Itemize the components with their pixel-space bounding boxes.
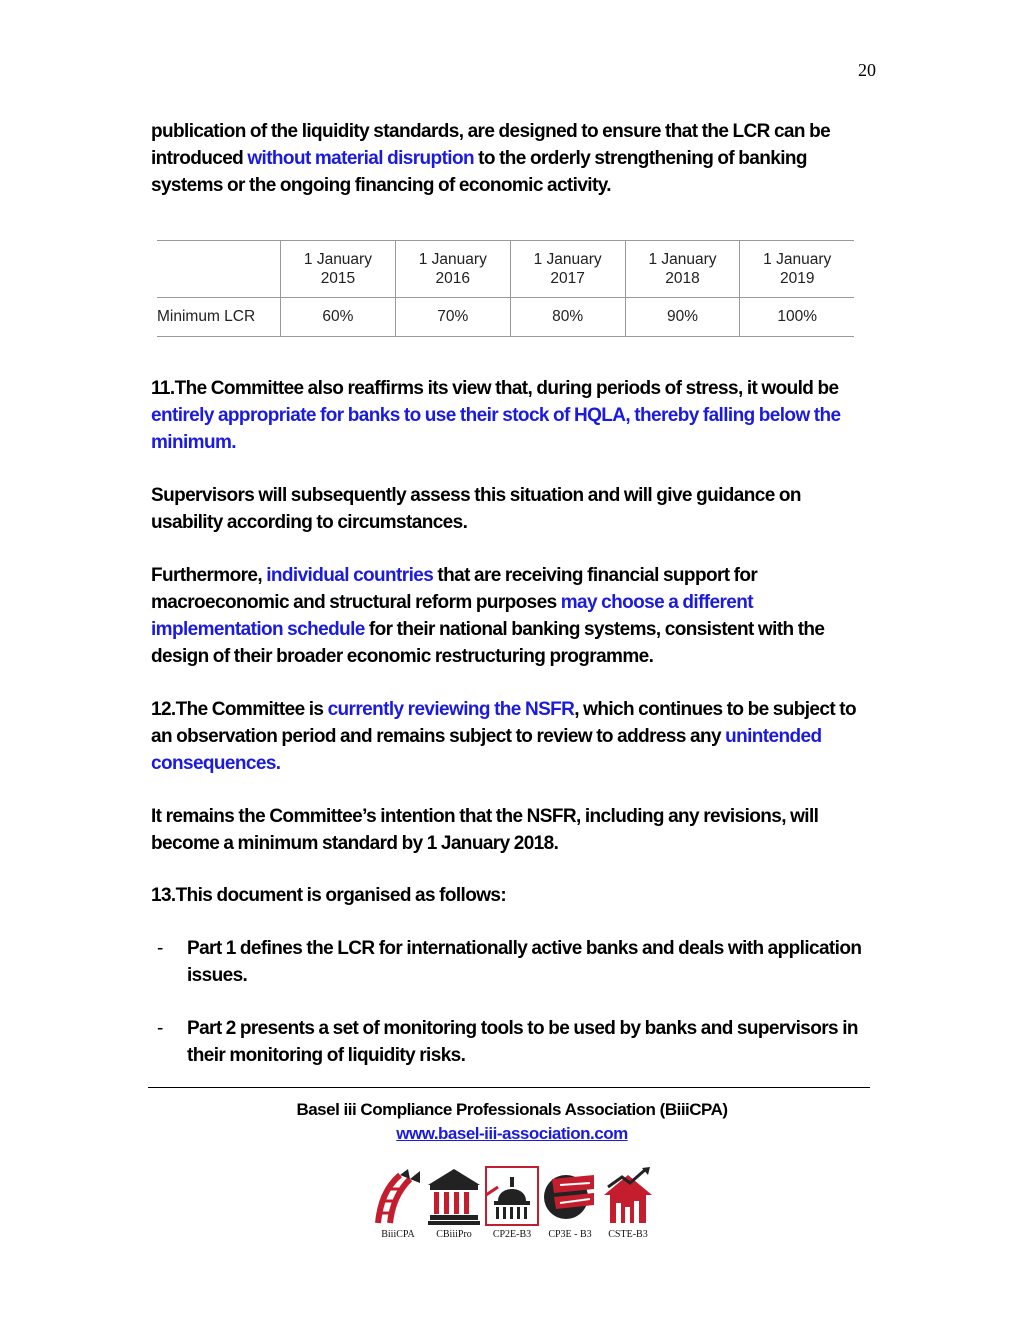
table-row — [157, 298, 854, 337]
footer-organization: Basel iii Compliance Professionals Association (BiiiCPA) — [296, 1100, 728, 1119]
para-12-text-2: , which continues to be subject to an observation period and remains subject to review to address any — [151, 699, 856, 747]
table-col-header: 1 January 2017 — [510, 241, 625, 298]
bank-building-icon — [426, 1165, 482, 1227]
intention-paragraph — [151, 803, 876, 857]
list-item-text: Part 2 presents a set of monitoring tools to be used by banks and supervisors in their monitoring of liquidity risks. — [187, 1018, 858, 1066]
paragraph-11 — [151, 375, 876, 456]
para-12-text-1: 12.The Committee is — [151, 699, 328, 720]
ladder-arrow-icon — [370, 1165, 426, 1227]
table-col-header: 1 January 2016 — [395, 241, 510, 298]
logo-caption: BiiiCPA — [381, 1229, 415, 1240]
logo-caption: CBiiiPro — [436, 1229, 472, 1240]
list-bullet: - — [157, 1018, 163, 1039]
intro-paragraph — [151, 118, 876, 199]
paragraph-12 — [151, 696, 876, 777]
intro-highlight: without material disruption — [247, 148, 474, 169]
lcr-phase-in-table — [157, 240, 854, 337]
cste-b3-logo — [600, 1165, 656, 1245]
table-col-header: 1 January 2018 — [625, 241, 740, 298]
house-chart-icon — [600, 1165, 656, 1227]
list-bullet: - — [157, 938, 163, 959]
para-12-highlight-2: unintended consequences. — [151, 726, 822, 774]
furthermore-highlight-1: individual countries — [266, 565, 434, 586]
table-col-header: 1 January 2015 — [281, 241, 396, 298]
paragraph-13 — [151, 882, 876, 909]
table-header-row — [157, 241, 854, 298]
footer-website-link[interactable]: www.basel-iii-association.com — [396, 1124, 628, 1143]
supervisors-text: Supervisors will subsequently assess this situation and will give guidance on usability according to circumstances. — [151, 485, 801, 533]
logo-caption: CSTE-B3 — [608, 1229, 648, 1240]
para-13-text: 13.This document is organised as follows: — [151, 885, 507, 906]
logo-strip — [370, 1165, 660, 1245]
table-cell: 60% — [281, 298, 396, 337]
table-cell: 100% — [740, 298, 854, 337]
logo-caption: CP2E-B3 — [492, 1229, 532, 1240]
furthermore-text-1: Furthermore, — [151, 565, 267, 586]
intro-text-1: publication of the liquidity standards, are designed to ensure that the LCR can be introduced — [151, 121, 831, 169]
supervisors-paragraph — [151, 482, 876, 536]
cbiiipro-logo — [426, 1165, 482, 1245]
cp3e-b3-logo — [542, 1165, 598, 1245]
intention-text: It remains the Committee’s intention that the NSFR, including any revisions, will become a minimum standard by 1 January 2018. — [151, 806, 819, 854]
table-col-header: 1 January 2019 — [740, 241, 854, 298]
intro-text-2: to the orderly strengthening of banking systems or the ongoing financing of economic activity. — [151, 148, 807, 196]
table-row-label: Minimum LCR — [157, 298, 281, 337]
para-11-highlight: entirely appropriate for banks to use their stock of HQLA, thereby falling below the minimum. — [151, 405, 841, 453]
furthermore-highlight-2: may choose a different implementation schedule — [151, 592, 753, 640]
list-item-text: Part 1 defines the LCR for internationally active banks and deals with application issues. — [187, 938, 862, 986]
list-item — [151, 935, 876, 989]
table-corner-cell — [157, 241, 281, 298]
cp2e-b3-logo — [484, 1165, 540, 1245]
furthermore-text-2: that are receiving financial support for macroeconomic and structural reform purposes — [151, 565, 758, 613]
globe-flag-icon — [542, 1165, 598, 1227]
footer-divider — [148, 1087, 870, 1088]
furthermore-paragraph — [151, 562, 876, 670]
logo-caption: CP3E - B3 — [548, 1229, 592, 1240]
table-cell: 70% — [395, 298, 510, 337]
para-11-text: 11.The Committee also reaffirms its view that, during periods of stress, it would be — [151, 378, 839, 399]
table-cell: 90% — [625, 298, 740, 337]
furthermore-text-3: for their national banking systems, consistent with the design of their broader economic restructuring programme. — [151, 619, 825, 667]
list-item — [151, 1015, 876, 1069]
biiicpa-logo — [370, 1165, 426, 1245]
para-12-highlight-1: currently reviewing the NSFR — [327, 699, 575, 720]
capitol-dome-icon — [484, 1165, 540, 1227]
table-cell: 80% — [510, 298, 625, 337]
page-number: 20 — [858, 60, 876, 80]
